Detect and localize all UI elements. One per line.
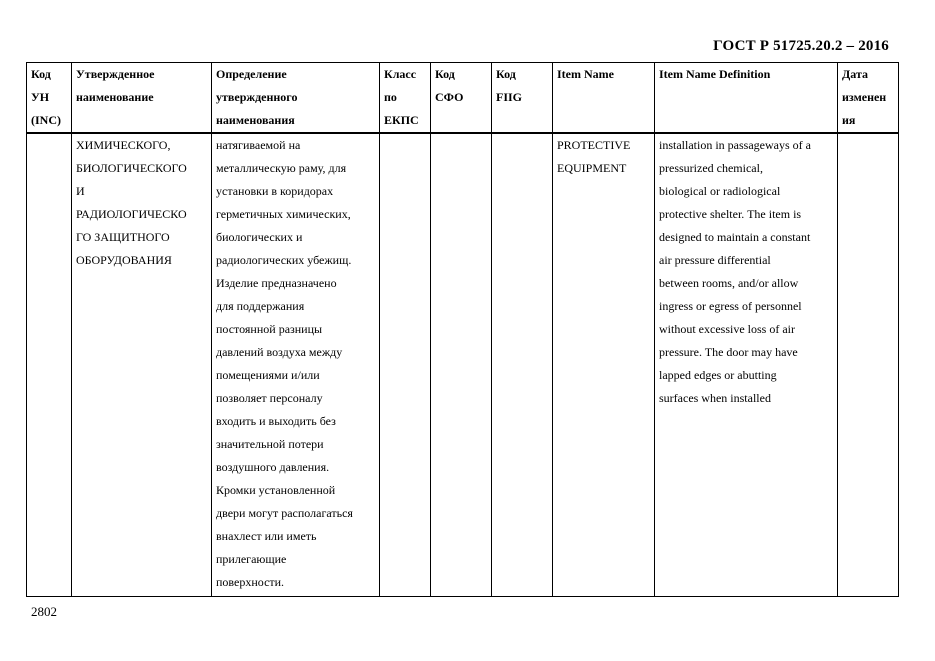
column-header-item-name-definition	[655, 63, 838, 134]
cell-text-line: двери могут располагаться	[216, 506, 353, 520]
cell-text-line: pressure. The door may have	[659, 345, 798, 359]
cell-item-name-definition	[655, 133, 838, 597]
cell-text-line: ЕКПС	[384, 113, 419, 127]
cell-text-line: прилегающие	[216, 552, 287, 566]
table-header-row	[27, 63, 899, 134]
cell-inc-code	[27, 133, 72, 597]
column-header-approved-name	[72, 63, 212, 134]
cell-text-line: Код	[31, 67, 51, 81]
cell-text-line: between rooms, and/or allow	[659, 276, 799, 290]
cell-text-line: помещениями и/или	[216, 368, 320, 382]
cell-text-line: утвержденного	[216, 90, 298, 104]
cell-text-line: pressurized chemical,	[659, 161, 763, 175]
cell-text-line: установки в коридорах	[216, 184, 334, 198]
item-name-table	[26, 62, 899, 597]
cell-text-line: ия	[842, 113, 856, 127]
cell-text-line: воздушного давления.	[216, 460, 330, 474]
cell-text-line: УН	[31, 90, 50, 104]
cell-text-line: РАДИОЛОГИЧЕСКО	[76, 207, 187, 221]
cell-text-line: Item Name	[557, 67, 614, 81]
cell-sfo-code	[431, 133, 492, 597]
cell-text-line: PROTECTIVE	[557, 138, 631, 152]
cell-text-line: по	[384, 90, 397, 104]
cell-text-line: FIIG	[496, 90, 523, 104]
cell-text-line: biological or radiological	[659, 184, 781, 198]
cell-change-date	[838, 133, 899, 597]
cell-text-line: (INC)	[31, 113, 61, 127]
cell-text-line: Класс	[384, 67, 417, 81]
cell-text-line: металлическую раму, для	[216, 161, 347, 175]
cell-text-line: Item Name Definition	[659, 67, 771, 81]
cell-text-line: поверхности.	[216, 575, 285, 589]
cell-text-line: биологических и	[216, 230, 303, 244]
cell-text-line: Изделие предназначено	[216, 276, 337, 290]
column-header-sfo-code	[431, 63, 492, 134]
cell-text-line: surfaces when installed	[659, 391, 771, 405]
page-number: 2802	[31, 604, 57, 619]
cell-item-name	[553, 133, 655, 597]
document-standard-header: ГОСТ Р 51725.20.2 – 2016	[713, 38, 889, 54]
cell-text-line: EQUIPMENT	[557, 161, 627, 175]
cell-text-line: protective shelter. The item is	[659, 207, 802, 221]
cell-text-line: Код	[435, 67, 455, 81]
cell-text-line: радиологических убежищ.	[216, 253, 352, 267]
cell-text-line: давлений воздуха между	[216, 345, 343, 359]
cell-text-line: ГО ЗАЩИТНОГО	[76, 230, 170, 244]
cell-text-line: позволяет персоналу	[216, 391, 323, 405]
cell-ekps-class	[380, 133, 431, 597]
column-header-inc-code	[27, 63, 72, 134]
cell-text-line: наименование	[76, 90, 154, 104]
cell-text-line: внахлест или иметь	[216, 529, 317, 543]
cell-text-line: installation in passageways of a	[659, 138, 811, 152]
cell-text-line: designed to maintain a constant	[659, 230, 811, 244]
column-header-change-date	[838, 63, 899, 134]
cell-text-line: СФО	[435, 90, 464, 104]
column-header-definition	[212, 63, 380, 134]
cell-text-line: Дата	[842, 67, 868, 81]
cell-text-line: Код	[496, 67, 516, 81]
cell-text-line: Кромки установленной	[216, 483, 336, 497]
column-header-fiig-code	[492, 63, 553, 134]
cell-text-line: постоянной разницы	[216, 322, 323, 336]
cell-text-line: ОБОРУДОВАНИЯ	[76, 253, 172, 267]
cell-text-line: БИОЛОГИЧЕСКОГО	[76, 161, 187, 175]
cell-text-line: значительной потери	[216, 437, 324, 451]
cell-text-line: without excessive loss of air	[659, 322, 795, 336]
column-header-ekps-class	[380, 63, 431, 134]
cell-text-line: изменен	[842, 90, 887, 104]
cell-text-line: Утвержденное	[76, 67, 155, 81]
cell-fiig-code	[492, 133, 553, 597]
cell-text-line: lapped edges or abutting	[659, 368, 777, 382]
cell-approved-name	[72, 133, 212, 597]
cell-definition	[212, 133, 380, 597]
cell-text-line: для поддержания	[216, 299, 305, 313]
cell-text-line: ХИМИЧЕСКОГО,	[76, 138, 171, 152]
cell-text-line: герметичных химических,	[216, 207, 351, 221]
cell-text-line: И	[76, 184, 85, 198]
cell-text-line: входить и выходить без	[216, 414, 336, 428]
column-header-item-name	[553, 63, 655, 134]
cell-text-line: air pressure differential	[659, 253, 771, 267]
table-row	[27, 133, 899, 597]
cell-text-line: ingress or egress of personnel	[659, 299, 802, 313]
cell-text-line: наименования	[216, 113, 295, 127]
cell-text-line: натягиваемой на	[216, 138, 301, 152]
cell-text-line: Определение	[216, 67, 287, 81]
